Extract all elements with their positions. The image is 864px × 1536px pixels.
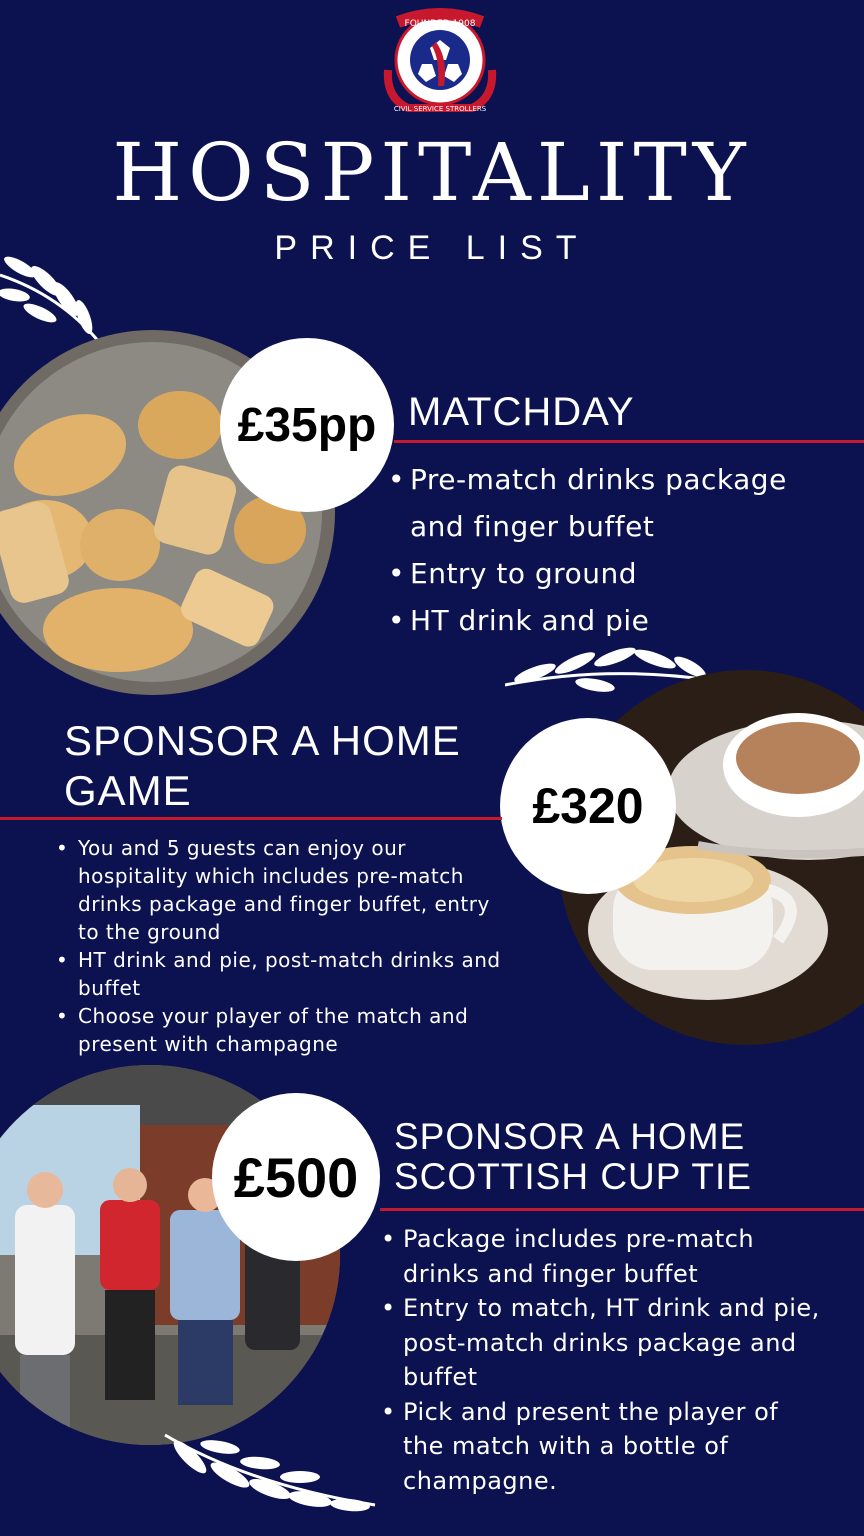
home-game-divider <box>0 817 502 820</box>
crest-right-letter: C. <box>488 72 496 80</box>
matchday-bullet-list <box>410 456 850 644</box>
list-item: • You and 5 guests can enjoy our hospitality which includes pre-match drinks package and finger buffet, entry to the ground <box>78 834 508 946</box>
cup-tie-heading: SPONSOR A HOME SCOTTISH CUP TIE <box>394 1116 752 1197</box>
crest-left-letter: F. <box>385 72 391 80</box>
leaf-decoration-top <box>0 255 110 345</box>
cup-tie-divider <box>380 1208 864 1211</box>
list-item: • HT drink and pie, post-match drinks and buffet <box>78 946 508 1002</box>
matchday-price-badge: £35pp <box>220 338 394 512</box>
matchday-divider <box>394 440 864 443</box>
list-item: • Entry to ground <box>410 550 850 597</box>
list-item: • Pick and present the player of the match with a bottle of champagne. <box>403 1395 823 1499</box>
list-item: • Package includes pre-match drinks and finger buffet <box>403 1222 823 1291</box>
cup-tie-bullet-list <box>403 1222 823 1498</box>
page-title: HOSPITALITY <box>112 126 752 219</box>
page-subtitle: PRICE LIST <box>274 229 590 267</box>
crest-bottom-text: CIVIL SERVICE STROLLERS <box>393 105 487 113</box>
leaf-decoration-bottom <box>160 1425 380 1515</box>
crest-top-text: FOUNDED 1908 <box>404 19 476 29</box>
home-game-bullet-list <box>78 834 508 1058</box>
list-item: • Entry to match, HT drink and pie, post-match drinks package and buffet <box>403 1291 823 1395</box>
list-item: • HT drink and pie <box>410 597 850 644</box>
cup-tie-price-badge: £500 <box>212 1093 380 1261</box>
list-item: • Pre-match drinks package and finger buffet <box>410 456 850 550</box>
club-crest-logo <box>378 8 502 118</box>
matchday-heading: MATCHDAY <box>408 390 635 434</box>
home-game-heading: SPONSOR A HOME GAME <box>64 717 461 814</box>
list-item: • Choose your player of the match and present with champagne <box>78 1002 508 1058</box>
home-game-price-badge: £320 <box>500 718 676 894</box>
